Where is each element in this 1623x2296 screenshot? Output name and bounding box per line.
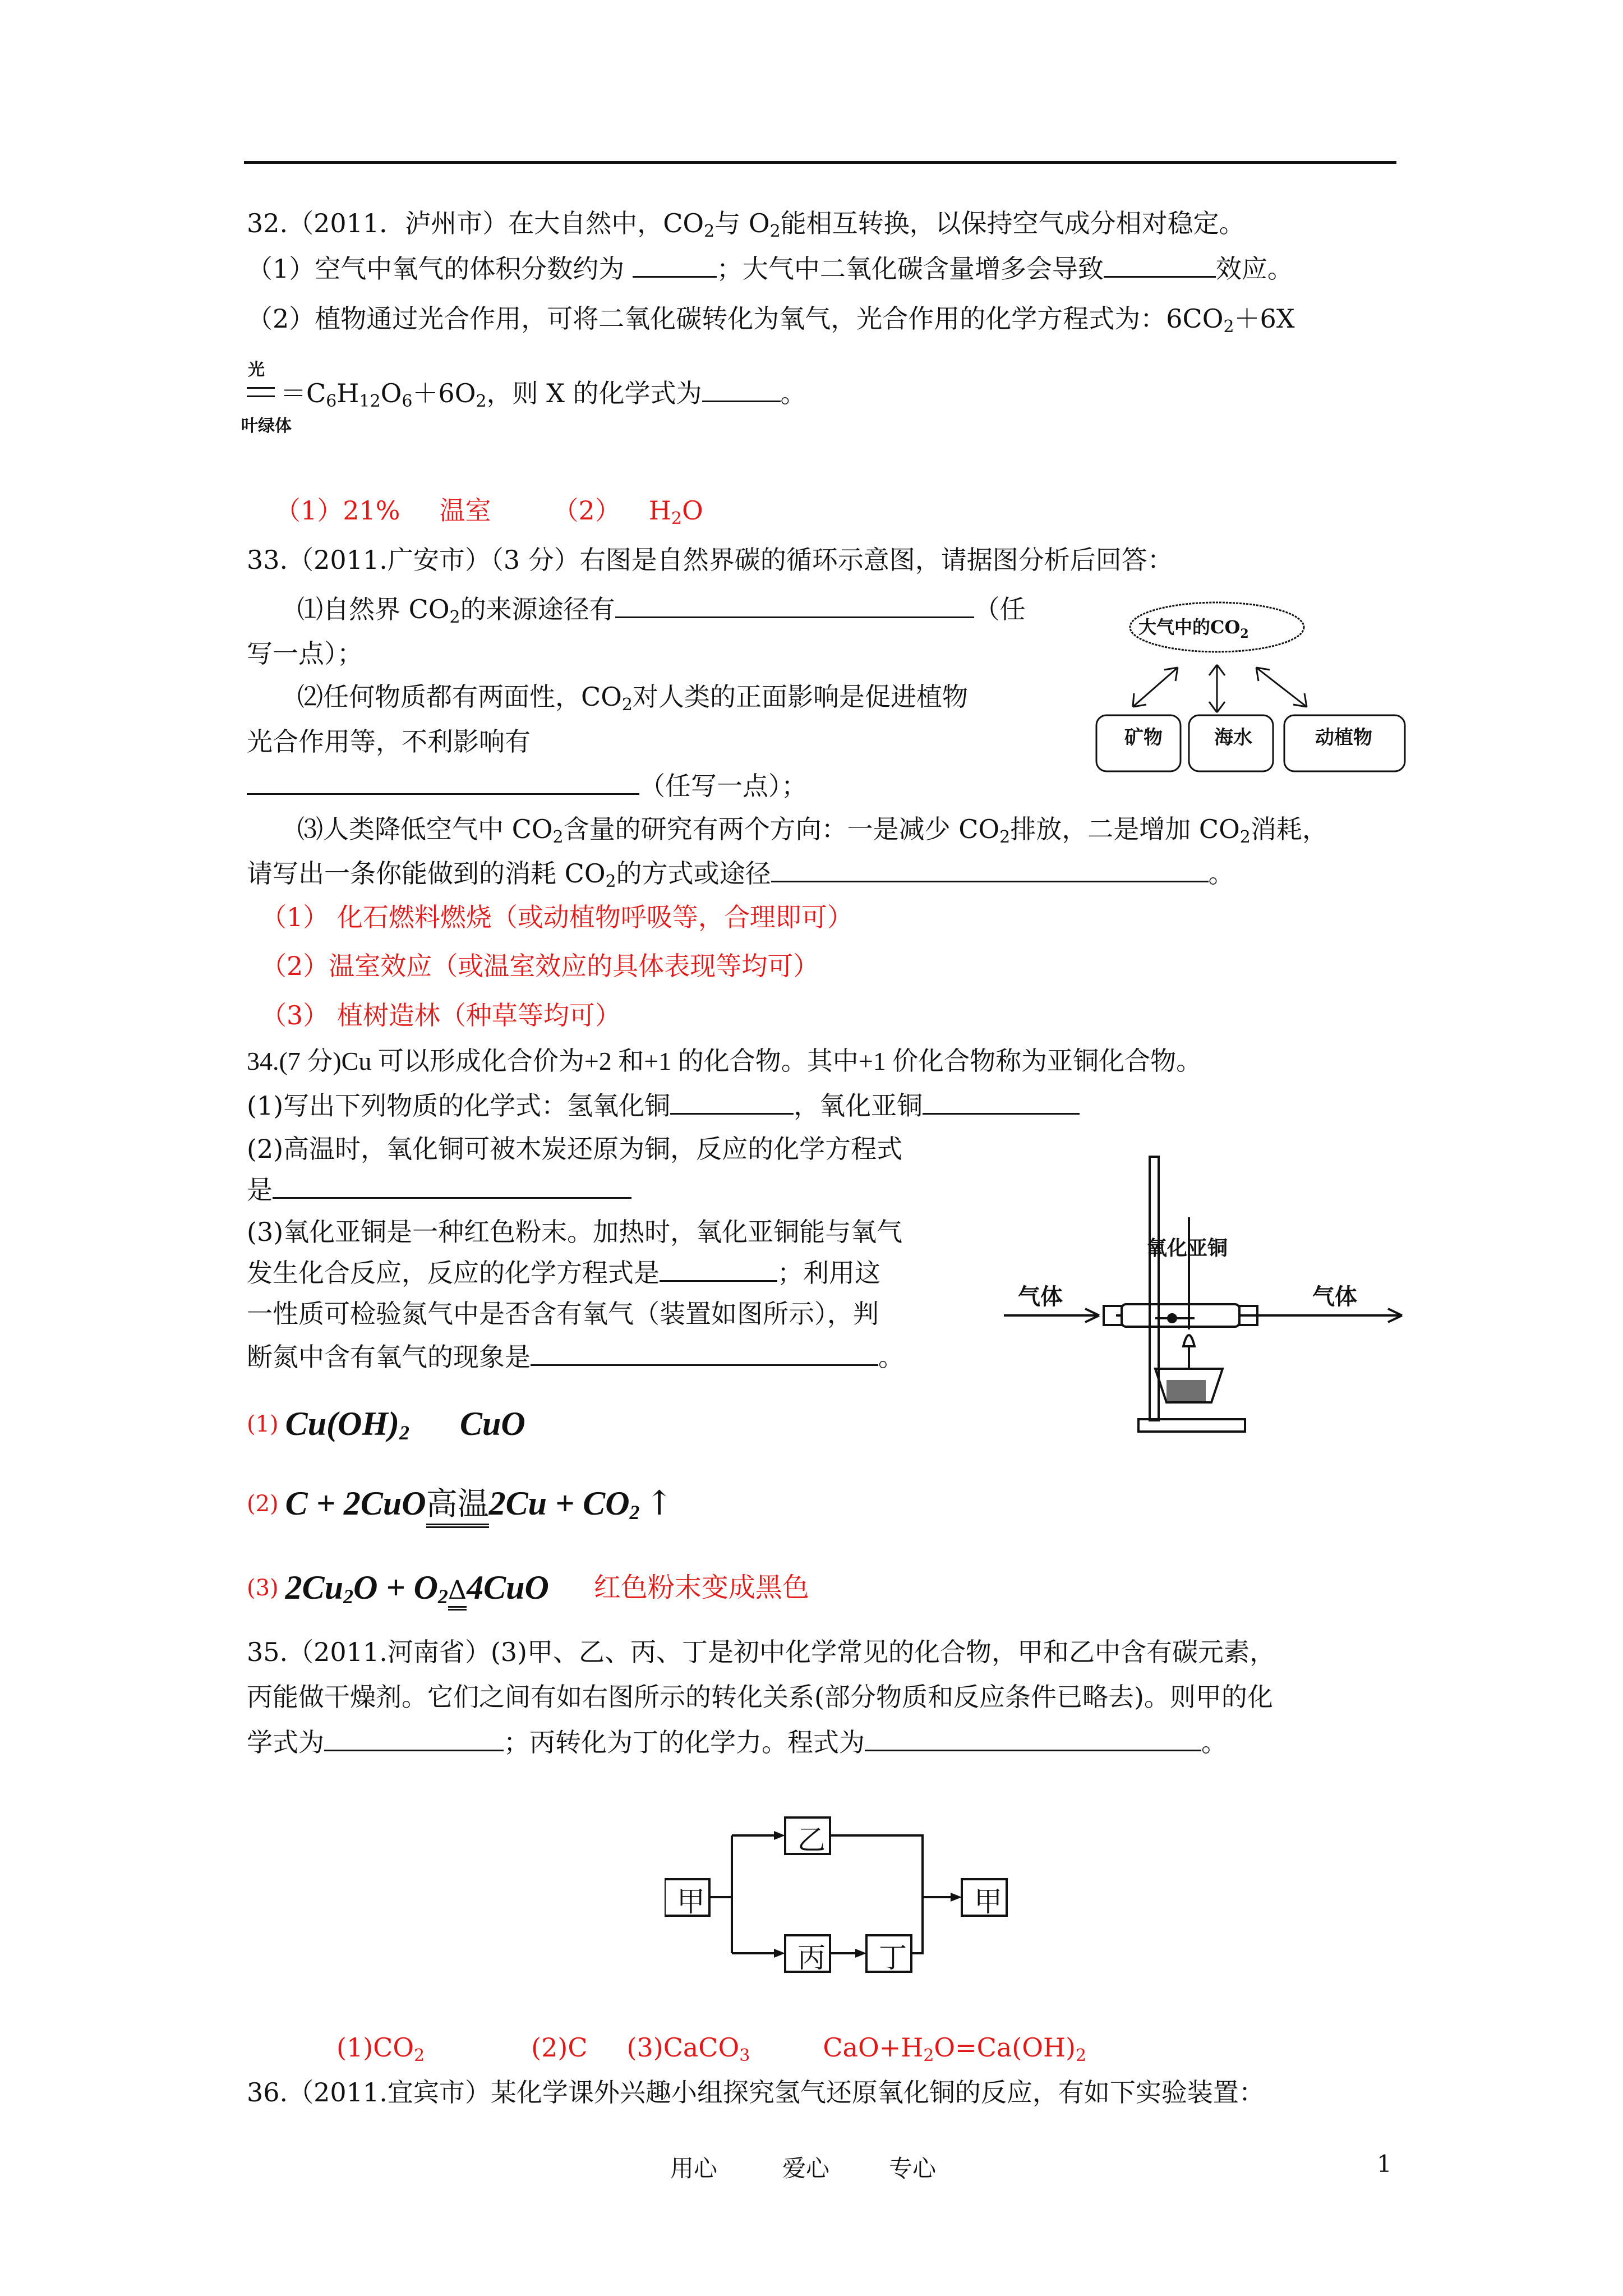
q33-answer-2: （2）温室效应（或温室效应的具体表现等均可） xyxy=(261,951,819,981)
answer-blank[interactable] xyxy=(615,592,974,618)
answer-blank[interactable] xyxy=(865,1725,1201,1751)
answer-blank[interactable] xyxy=(324,1725,504,1751)
q33-part2-blank: （任写一点）； xyxy=(247,769,807,803)
q33-part2: ⑵任何物质都有两面性，$CO_2$对人类的正面影响是促进植物 xyxy=(297,682,969,715)
answer-blank[interactable] xyxy=(1104,251,1216,278)
q34-part3: (3)氧化亚铜是一种红色粉末。加热时，氧化亚铜能与氧气 xyxy=(247,1217,903,1247)
answer-blank[interactable] xyxy=(531,1340,878,1366)
q33-answer-1: （1） 化石燃料燃烧（或动植物呼吸等，合理即可） xyxy=(261,902,853,932)
q33-part1-cont: 写一点）； xyxy=(247,638,363,669)
footer-motto-3: 专心 xyxy=(889,2155,937,2182)
node-b: 乙 xyxy=(797,1824,826,1856)
q34-part3-cont3: 断氮中含有氧气的现象是 。 xyxy=(247,1340,904,1374)
node-e: 甲 xyxy=(974,1885,1002,1918)
node-c: 丙 xyxy=(797,1941,826,1974)
fig-organisms: 动植物 xyxy=(1315,726,1372,749)
q34-answer-2: (2) C + 2CuO高温$2Cu + CO_2$ ↑ xyxy=(247,1481,674,1530)
q34-header: 34.(7 分)Cu 可以形成化合价为+2 和+1 的化合物。其中+1 价化合物称为亚铜化合物。 xyxy=(247,1047,1202,1075)
answer-blank[interactable] xyxy=(633,251,717,278)
q34-part2-cont: 是 xyxy=(247,1172,631,1207)
q36-line1: 36.（2011.宜宾市）某化学课外兴趣小组探究氢气还原氧化铜的反应，有如下实验装置： xyxy=(247,2077,1265,2108)
q32-answer: （1）21% 温室 （2） $H_2O$ xyxy=(275,495,703,528)
conversion-diagram xyxy=(665,1812,1023,1975)
q32-header: 32.（2011．泸州市）在大自然中，$CO_2$与 $O_2$能相互转换，以保持空气成分相对稳定。 xyxy=(247,208,1245,241)
answer-blank[interactable] xyxy=(670,1088,794,1115)
fig-minerals: 矿物 xyxy=(1124,726,1163,749)
answer-blank[interactable] xyxy=(923,1088,1080,1115)
node-d: 丁 xyxy=(879,1941,907,1974)
answer-blank[interactable] xyxy=(247,769,639,795)
q33-part2-cont: 光合作用等，不利影响有 xyxy=(247,726,531,757)
fig-gas-in: 气体 xyxy=(1018,1283,1063,1310)
answer-blank[interactable] xyxy=(771,856,1209,882)
q34-answer-3: (3) $2Cu_2O + O_2\Delta 4CuO$ 红色粉末变成黑色 xyxy=(247,1565,809,1614)
q34-part3-cont2: 一性质可检验氮气中是否含有氧气（装置如图所示），判 xyxy=(247,1299,879,1329)
q35-line2: 丙能做干燥剂。它们之间有如右图所示的转化关系(部分物质和反应条件已略去)。则甲的化 xyxy=(247,1682,1273,1712)
fig-cuprous-oxide-label: 氧化亚铜 xyxy=(1147,1236,1228,1260)
q35-answer: $(1)CO_2$ (2)C (3)CaCO$_3$ $CaO+H_2O=Ca(OH)_2$ xyxy=(336,2032,1087,2065)
q35-line1: 35.（2011.河南省）(3)甲、乙、丙、丁是初中化学常见的化合物，甲和乙中含有碳元素， xyxy=(247,1637,1276,1667)
page-number: 1 xyxy=(1377,2150,1392,2178)
q33-part3-cont: 请写出一条你能做到的消耗 $CO_2$的方式或途径 。 xyxy=(247,856,1234,890)
fig-atmosphere-co2: 大气中的$CO_2$ xyxy=(1138,616,1249,641)
q33-answer-3: （3） 植树造林（种草等均可） xyxy=(261,1000,621,1030)
footer-motto-2: 爱心 xyxy=(782,2155,830,2182)
node-a: 甲 xyxy=(677,1885,705,1918)
q32-part1: （1）空气中氧气的体积分数约为 ；大气中二氧化碳含量增多会导致 效应。 xyxy=(247,251,1293,286)
q34-part2: (2)高温时，氧化铜可被木炭还原为铜，反应的化学方程式 xyxy=(247,1134,903,1164)
q33-header: 33.（2011.广安市）（3 分）右图是自然界碳的循环示意图，请据图分析后回答： xyxy=(247,545,1173,575)
q33-part1: ⑴自然界 $CO_2$的来源途径有 （任 xyxy=(297,592,1026,626)
header-rule xyxy=(244,161,1396,164)
footer-motto-1: 用心 xyxy=(670,2155,718,2182)
q34-part3-cont1: 发生化合反应，反应的化学方程式是 ；利用这 xyxy=(247,1255,880,1290)
answer-blank[interactable] xyxy=(660,1255,777,1282)
q34-answer-1: (1) $Cu(OH)_2$ CuO xyxy=(247,1405,525,1444)
answer-blank[interactable] xyxy=(702,376,781,402)
fig-seawater: 海水 xyxy=(1214,726,1252,749)
q34-part1: (1)写出下列物质的化学式：氢氧化铜 ，氧化亚铜 xyxy=(247,1088,1080,1122)
fig-gas-out: 气体 xyxy=(1312,1283,1357,1310)
q35-line3: 学式为 ；丙转化为丁的化学力。程式为 。 xyxy=(247,1725,1227,1759)
q33-part3: ⑶人类降低空气中 $CO_2$含量的研究有两个方向：一是减少 $CO_2$排放，二是增加 $CO_2$消耗， xyxy=(297,814,1328,847)
answer-blank[interactable] xyxy=(273,1172,631,1199)
q32-part2: （2）植物通过光合作用，可将二氧化碳转化为氧气，光合作用的化学方程式为：$6CO_2+6X$ xyxy=(247,303,1295,337)
